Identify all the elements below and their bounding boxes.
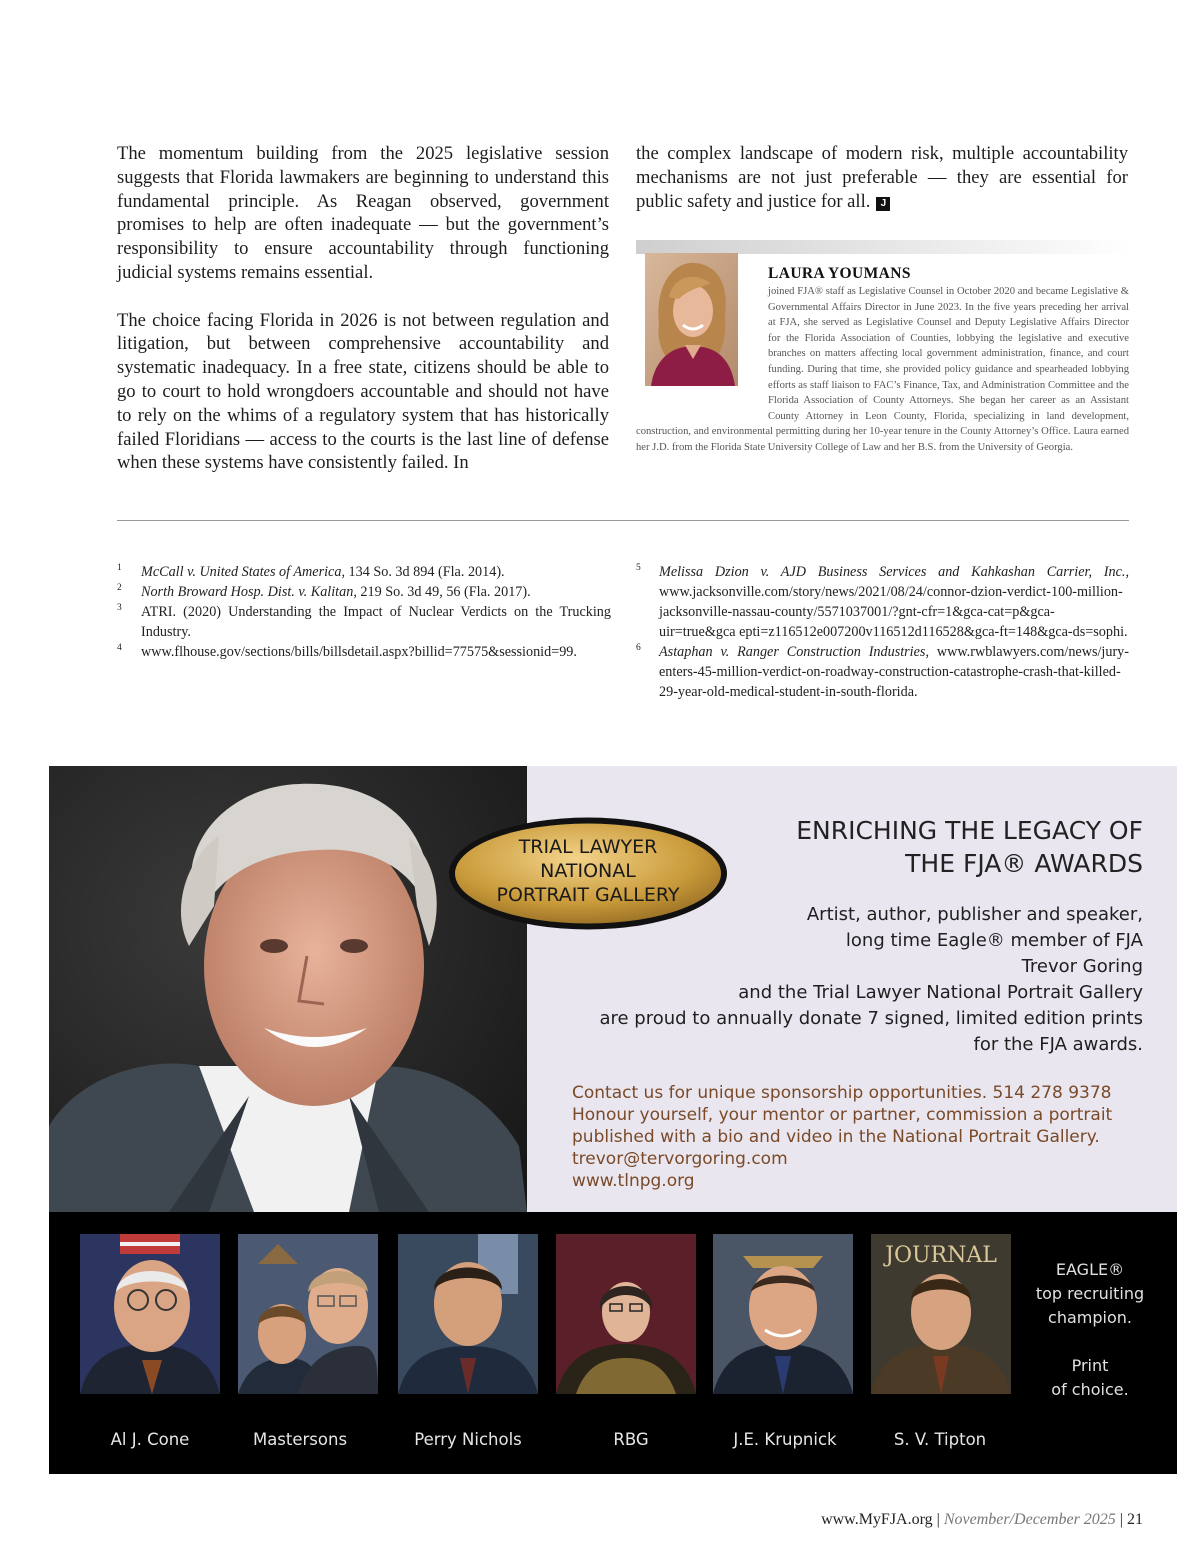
ad-contact-line: Honour yourself, your mentor or partner, commission a portrait xyxy=(572,1105,1113,1125)
footnote-number: 4 xyxy=(117,643,122,653)
footnote-case: Melissa Dzion v. AJD Business Services and Kahkashan Carrier, Inc. xyxy=(659,564,1126,580)
footnote-text: , 219 So. 3d 49, 56 (Fla. 2017). xyxy=(353,584,531,600)
footnote xyxy=(117,602,611,642)
portrait-strip xyxy=(49,1212,1177,1474)
ad-body-line: for the FJA awards. xyxy=(973,1034,1143,1055)
contact-website[interactable]: www.tlnpg.org xyxy=(572,1171,695,1191)
badge-line: TRIAL LAWYER xyxy=(518,836,658,858)
article-paragraph-text: the complex landscape of modern risk, multiple accountability mechanisms are not just preferable — they are essential for public safety and justice for all. xyxy=(636,143,1128,212)
eagle-line: EAGLE® xyxy=(1055,1260,1125,1279)
eagle-line: top recruiting xyxy=(1035,1284,1145,1303)
eagle-line: Print xyxy=(1071,1356,1109,1375)
eagle-line: of choice. xyxy=(1051,1380,1129,1399)
footnote xyxy=(636,642,1129,702)
portrait-gallery-ad xyxy=(49,766,1177,1474)
footer-issue: November/December 2025 xyxy=(943,1511,1116,1528)
footnote xyxy=(117,642,611,662)
portrait-caption: J.E. Krupnick xyxy=(733,1430,837,1449)
footnote-text: , www.rwblawyers.com/news/jury-enters-45-million-verdict-on-roadway-construction-catastrophe-crash-that-killed-29-year-old-medical-student-in-south-florida. xyxy=(659,644,1129,700)
article-paragraph: The momentum building from the 2025 legislative session suggests that Florida lawmakers are beginning to understand this fundamental principle. As Reagan observed, government promises to help are often inadequate — but the government’s responsibility to ensure accountability through functioning judicial systems remains essential. xyxy=(117,143,609,283)
eagle-line xyxy=(1027,1330,1153,1354)
footnotes-right xyxy=(636,562,1129,702)
gallery-badge xyxy=(447,815,729,932)
ad-body-line: long time Eagle® member of FJA xyxy=(845,930,1143,951)
author-bio-text: joined FJA® staff as Legislative Counsel in October 2020 and became Legislative & Governmental Affairs Director in June 2023. In the five years preceding her arrival at FJA, she served as Legislative Counsel and Deputy Legislative Affairs Director for the Florida Association of Counties, lobbying the legislative and executive branches on matters affecting local government administration, finance, and court funding. During that time, she provided policy guidance and spearheaded lobbying efforts as staff liaison to FAC’s Finance, Tax, and Administration Committee and the Florida Association of County Attorneys. She began her career as an Assistant County Attorney in Leon County, Florida, specializing in land development, construction, and environmental permitting during her 10-year tenure in the County Attorney’s Office. Laura earned her J.D. from the Florida State University College of Law and her B.S. from the University of Georgia. xyxy=(636,286,1129,453)
footer-site[interactable]: www.MyFJA.org xyxy=(821,1511,933,1528)
ad-contact-line: published with a bio and video in the National Portrait Gallery. xyxy=(572,1127,1100,1147)
page-number: 21 xyxy=(1127,1511,1143,1528)
portrait-caption: Perry Nichols xyxy=(414,1430,522,1449)
author-name: LAURA YOUMANS xyxy=(768,265,911,282)
badge-line: PORTRAIT GALLERY xyxy=(496,884,680,906)
ad-body-line: and the Trial Lawyer National Portrait Gallery xyxy=(738,982,1143,1003)
ad-body-line: Artist, author, publisher and speaker, xyxy=(806,904,1143,925)
footnote-text: , www.jacksonville.com/story/news/2021/08/24/connor-dzion-verdict-100-million-jacksonville-nassau-county/5571037001/?gnt-cfr=1&gca-cat=p&gca-uir=true&gca epti=z116512e007200v116512d116528&gca-ft=148&gca-ds=sophi. xyxy=(659,564,1129,640)
footer-separator: | xyxy=(932,1511,944,1528)
footnote-number: 3 xyxy=(117,603,122,613)
contact-email[interactable]: trevor@tervorgoring.com xyxy=(572,1149,788,1169)
section-divider xyxy=(117,520,1129,521)
ad-body-line: are proud to annually donate 7 signed, limited edition prints xyxy=(599,1008,1143,1029)
footnotes-left xyxy=(117,562,611,662)
article-paragraph: The choice facing Florida in 2026 is not between regulation and litigation, but between comprehensive accountability and systematic inadequacy. In a free state, citizens should be able to go to court to hold wrongdoers accountable and should not have to rely on the whims of a regulatory system that has historically failed Floridians — access to the courts is the last line of defense when these systems have consistently failed. In xyxy=(117,309,609,474)
author-bio xyxy=(636,264,1129,456)
footnote-text: www.flhouse.gov/sections/bills/billsdetail.aspx?billid=77575&sessionid=99. xyxy=(141,644,577,660)
footnote-number: 5 xyxy=(636,563,641,573)
footnote-text: ATRI. (2020) Understanding the Impact of Nuclear Verdicts on the Trucking Industry. xyxy=(141,604,611,640)
footnote xyxy=(636,562,1129,642)
footnote-case: Astaphan v. Ranger Construction Industries xyxy=(659,644,926,660)
badge-line: NATIONAL xyxy=(540,860,636,882)
ad-body-line: Trevor Goring xyxy=(1021,956,1143,977)
end-of-article-icon: J xyxy=(876,197,890,211)
footnote-number: 1 xyxy=(117,563,122,573)
footnote-text: , 134 So. 3d 894 (Fla. 2014). xyxy=(341,564,505,580)
eagle-line: champion. xyxy=(1048,1308,1132,1327)
footer-separator: | xyxy=(1115,1511,1127,1528)
article-column-left xyxy=(117,142,609,499)
bio-header-shade xyxy=(636,240,1132,254)
portrait-caption: RBG xyxy=(613,1430,649,1449)
portrait-perry-nichols xyxy=(398,1234,538,1394)
portrait-caption: Al J. Cone xyxy=(110,1430,190,1449)
portrait-rbg xyxy=(556,1234,696,1394)
ad-heading-line: ENRICHING THE LEGACY OF xyxy=(796,816,1143,845)
portrait-sv-tipton xyxy=(871,1234,1011,1394)
ad-heading-line: THE FJA® AWARDS xyxy=(905,849,1143,878)
portrait-mastersons xyxy=(238,1234,378,1394)
portrait-je-krupnick xyxy=(713,1234,853,1394)
portrait-caption: Mastersons xyxy=(252,1430,348,1449)
footnote-number: 6 xyxy=(636,643,641,653)
portrait-caption: S. V. Tipton xyxy=(893,1430,987,1449)
eagle-note xyxy=(1027,1258,1153,1402)
ad-contact xyxy=(572,1082,1112,1192)
portrait-al-j-cone xyxy=(80,1234,220,1394)
footnote-number: 2 xyxy=(117,583,122,593)
footnote-case: North Broward Hosp. Dist. v. Kalitan xyxy=(141,584,354,600)
article-paragraph-end xyxy=(636,142,1128,213)
footnote-case: McCall v. United States of America xyxy=(141,564,342,580)
article-column-right xyxy=(636,142,1128,237)
journal-sign: JOURNAL xyxy=(885,1243,997,1268)
footnote xyxy=(117,582,611,602)
ad-contact-line: Contact us for unique sponsorship opportunities. 514 278 9378 xyxy=(572,1083,1112,1103)
footnote xyxy=(117,562,611,582)
page-footer xyxy=(821,1509,1143,1531)
